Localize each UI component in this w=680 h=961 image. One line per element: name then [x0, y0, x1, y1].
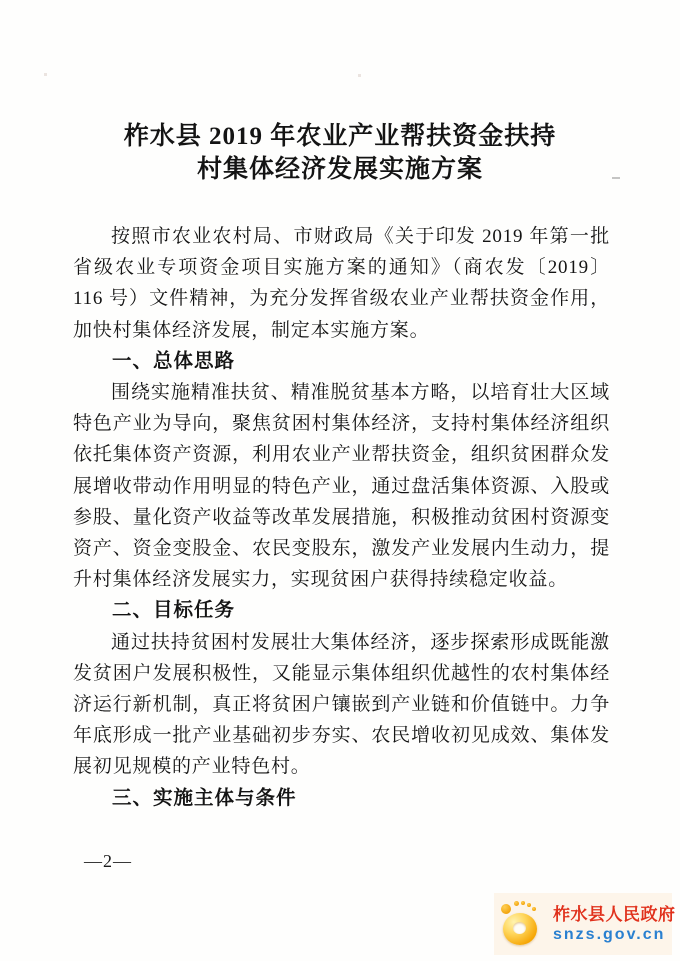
- paragraph-section-1: 围绕实施精准扶贫、精准脱贫基本方略，以培育壮大区域特色产业为导向，聚焦贫困村集体经济，支持村集体经济组织依托集体资产资源，利用农业产业帮扶资金，组织贫困群众发展增收带动作用明显的特色产业，通过盘活集体资源、入股或参股、量化资产收益等改革发展措施，积极推动贫困村资源变资产、资金变股金、农民变股东，激发产业发展内生动力，提升村集体经济发展实力，实现贫困户获得持续稳定收益。: [73, 382, 610, 591]
- title-line-2: 村集体经济发展实施方案: [196, 156, 483, 183]
- gov-org-name: 柞水县人民政府: [553, 904, 676, 924]
- title-line-1: 柞水县 2019 年农业产业帮扶资金扶持: [123, 123, 557, 150]
- footprint-toe: [514, 901, 519, 906]
- page-number: —2—: [84, 851, 132, 871]
- gov-portal-watermark: [494, 893, 676, 955]
- document-title: [0, 120, 680, 186]
- paragraph-intro: 按照市农业农村局、市财政局《关于印发 2019 年第一批省级农业专项资金项目实施方案的通知》（商农发〔2019〕116 号）文件精神，为充分发挥省级农业产业帮扶资金作用，加快村集体经济发展，制定本实施方案。: [73, 226, 610, 341]
- gov-site-url: snzs.gov.cn: [553, 925, 666, 943]
- section-heading-1: 一、总体思路: [112, 349, 236, 372]
- gov-portal-text: [553, 906, 676, 943]
- footprint-toe: [527, 903, 531, 907]
- scan-speck: [44, 73, 47, 76]
- footprint-toe: [521, 901, 525, 905]
- footprint-icon: [500, 900, 544, 948]
- footprint-hole: [513, 922, 526, 934]
- footprint-toe: [501, 904, 511, 914]
- paragraph-section-2: 通过扶持贫困村发展壮大集体经济，逐步探索形成既能激发贫困户发展积极性，又能显示集体组织优越性的农村集体经济运行新机制，真正将贫困户镶嵌到产业链和价值链中。力争年底形成一批产业基础初步夯实、农民增收初见成效、集体发展初见规模的产业特色村。: [73, 631, 610, 778]
- footprint-toe: [532, 907, 536, 911]
- document-body: [73, 221, 610, 814]
- scan-speck: [612, 177, 620, 179]
- scan-speck: [358, 74, 361, 77]
- section-heading-3: 三、实施主体与条件: [112, 786, 297, 809]
- section-heading-2: 二、目标任务: [112, 599, 236, 622]
